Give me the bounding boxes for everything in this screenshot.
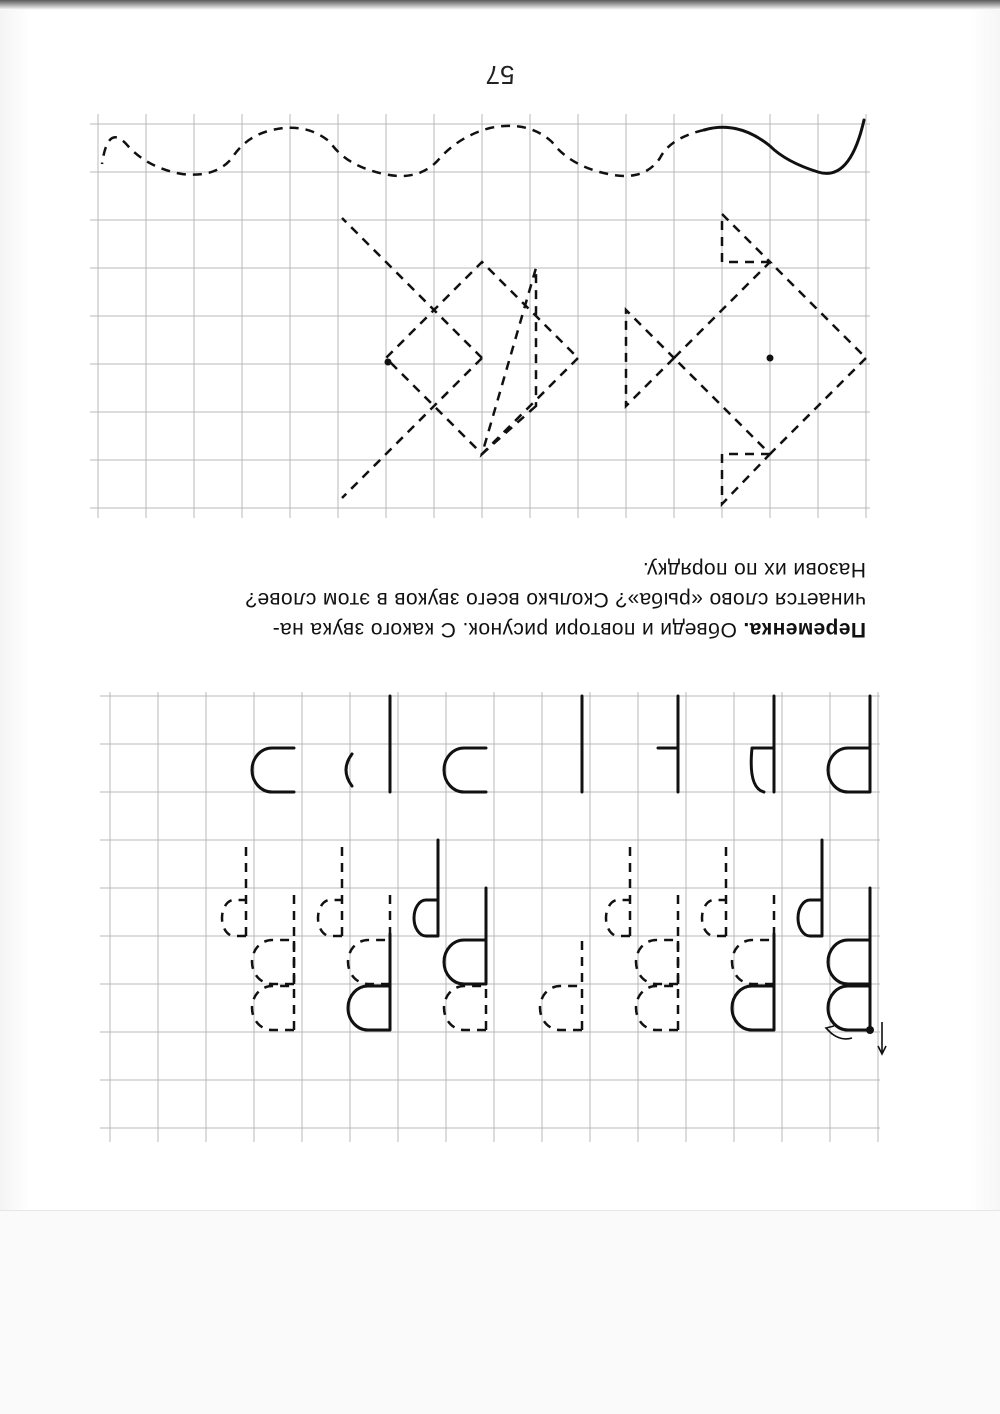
- letter-row-1: [252, 934, 886, 1054]
- wave-solid-start: [704, 120, 864, 173]
- fish-1-fin-top: [722, 454, 770, 504]
- element-small-arc: [346, 754, 352, 786]
- letter-r-dashed-3: [444, 934, 486, 1030]
- fish-2-eye: [385, 359, 392, 366]
- letter-r-dashed-1: [636, 934, 678, 1030]
- wave-line: [102, 120, 864, 176]
- fish-2-head: [342, 218, 482, 498]
- task-line-2: чинается слово «рыба»? Сколько всего звуков в этом слове?: [245, 588, 866, 611]
- letter-r-solid-3: [348, 934, 390, 1030]
- letter-row-2: [222, 840, 870, 984]
- letter-r-solid-2: [732, 934, 774, 1030]
- task-line-3: Назови их по порядку.: [642, 558, 866, 581]
- element-bowl-2: [252, 748, 294, 792]
- direction-arrow-up: [878, 1022, 886, 1054]
- task-line-1-text: Обведи и повтори рисунок. С какого звука на-: [272, 618, 737, 641]
- page-number: 57: [485, 60, 515, 90]
- fish-1-fin-bottom: [722, 214, 770, 262]
- wave-dashed: [102, 126, 704, 176]
- letter-r-sample-1: [828, 934, 870, 1030]
- start-dot: [866, 1026, 874, 1034]
- fish-1-eye: [767, 355, 774, 362]
- letter-r-dashed-2: [540, 934, 582, 1030]
- element-bowl: [444, 748, 486, 792]
- fish-1-tail: [626, 310, 674, 406]
- letter-grid: [100, 692, 880, 1142]
- task-heading: Переменка.: [743, 618, 866, 641]
- letter-r-dashed-4: [252, 934, 294, 1030]
- fish-2: [342, 218, 578, 498]
